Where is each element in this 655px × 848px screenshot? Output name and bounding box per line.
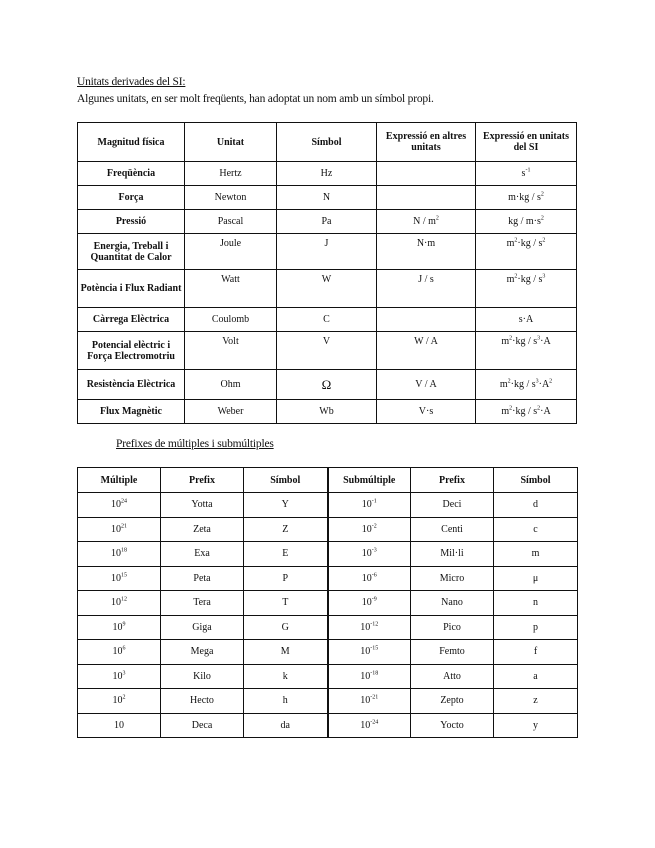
page-heading: Unitats derivades del SI: (77, 76, 186, 88)
multiple-cell: 10 (78, 713, 161, 738)
table-row (78, 542, 578, 567)
table-row (78, 591, 578, 616)
other-units-cell (377, 162, 476, 186)
prefix-header-row (78, 468, 578, 493)
submultiple-symbol-cell: p (494, 615, 578, 640)
magnitude-cell: Freqüència (78, 162, 185, 186)
table-row (78, 210, 577, 234)
multiple-symbol-cell: T (244, 591, 328, 616)
submultiple-symbol-cell: z (494, 689, 578, 714)
si-units-cell: $m\cdot kg / s^2$ (476, 186, 577, 210)
unit-cell: Ohm (185, 370, 277, 400)
header-unit: Unitat (185, 123, 277, 162)
derived-units-table (77, 122, 577, 424)
table-row (78, 234, 577, 270)
table-row (78, 162, 577, 186)
header-si-units: Expressió en unitats del SI (476, 123, 577, 162)
submultiple-cell: $10^{-2}$ (328, 517, 411, 542)
submultiple-prefix-cell: Nano (411, 591, 494, 616)
submultiple-symbol-cell: c (494, 517, 578, 542)
other-units-cell: W / A (377, 332, 476, 370)
unit-cell: Joule (185, 234, 277, 270)
table-row (78, 517, 578, 542)
multiple-cell: $10^{12}$ (78, 591, 161, 616)
si-units-cell: $m^2\cdot kg / s^2$ (476, 234, 577, 270)
table-row (78, 270, 577, 308)
table-row (78, 332, 577, 370)
table-row (78, 664, 578, 689)
header-other-units: Expressió en altres unitats (377, 123, 476, 162)
multiple-cell: $10^2$ (78, 689, 161, 714)
unit-cell: Weber (185, 400, 277, 424)
symbol-cell: Wb (277, 400, 377, 424)
si-units-cell: $s^{-1}$ (476, 162, 577, 186)
magnitude-cell: Potencial elèctric i Força Electromotriu (78, 332, 185, 370)
symbol-cell: Hz (277, 162, 377, 186)
submultiple-prefix-cell: Pico (411, 615, 494, 640)
multiple-prefix-cell: Giga (161, 615, 244, 640)
multiple-cell: $10^9$ (78, 615, 161, 640)
multiple-cell: $10^{18}$ (78, 542, 161, 567)
table-row (78, 308, 577, 332)
symbol-cell: Ω (277, 370, 377, 400)
intro-text: Algunes unitats, en ser molt freqüents, han adoptat un nom amb un símbol propi. (77, 93, 434, 105)
other-units-cell: N·m (377, 234, 476, 270)
submultiple-cell: $10^{-1}$ (328, 493, 411, 518)
submultiple-prefix-cell: Femto (411, 640, 494, 665)
prefixes-heading: Prefixes de múltiples i submúltiples (116, 438, 274, 450)
symbol-cell: N (277, 186, 377, 210)
magnitude-cell: Pressió (78, 210, 185, 234)
si-units-cell: $m^2\cdot kg / s^3\cdot A^2$ (476, 370, 577, 400)
multiple-prefix-cell: Peta (161, 566, 244, 591)
other-units-cell: V / A (377, 370, 476, 400)
multiple-cell: $10^{15}$ (78, 566, 161, 591)
multiple-symbol-cell: M (244, 640, 328, 665)
submultiple-cell: $10^{-3}$ (328, 542, 411, 567)
header-submultiple: Submúltiple (328, 468, 411, 493)
multiple-symbol-cell: E (244, 542, 328, 567)
unit-cell: Watt (185, 270, 277, 308)
prefixes-table (77, 467, 578, 738)
table-row (78, 615, 578, 640)
si-units-cell: $m^2\cdot kg / s^3$ (476, 270, 577, 308)
table-row (78, 400, 577, 424)
multiple-symbol-cell: Y (244, 493, 328, 518)
symbol-cell: J (277, 234, 377, 270)
multiple-symbol-cell: Z (244, 517, 328, 542)
submultiple-prefix-cell: Yocto (411, 713, 494, 738)
header-symbol: Símbol (244, 468, 328, 493)
si-units-cell: $m^2\cdot kg / s^3\cdot A$ (476, 332, 577, 370)
table-row (78, 186, 577, 210)
magnitude-cell: Energia, Treball i Quantitat de Calor (78, 234, 185, 270)
header-symbol: Símbol (494, 468, 578, 493)
submultiple-cell: $10^{-21}$ (328, 689, 411, 714)
multiple-cell: $10^6$ (78, 640, 161, 665)
table-row (78, 493, 578, 518)
submultiple-prefix-cell: Centi (411, 517, 494, 542)
submultiple-cell: $10^{-15}$ (328, 640, 411, 665)
submultiple-symbol-cell: y (494, 713, 578, 738)
header-magnitude: Magnitud física (78, 123, 185, 162)
submultiple-symbol-cell: a (494, 664, 578, 689)
multiple-prefix-cell: Exa (161, 542, 244, 567)
header-symbol: Símbol (277, 123, 377, 162)
multiple-prefix-cell: Deca (161, 713, 244, 738)
submultiple-cell: $10^{-12}$ (328, 615, 411, 640)
submultiple-symbol-cell: n (494, 591, 578, 616)
table-row (78, 370, 577, 400)
magnitude-cell: Resistència Elèctrica (78, 370, 185, 400)
magnitude-cell: Potència i Flux Radiant (78, 270, 185, 308)
submultiple-symbol-cell: d (494, 493, 578, 518)
units-header-row (78, 123, 577, 162)
multiple-cell: $10^{24}$ (78, 493, 161, 518)
multiple-cell: $10^3$ (78, 664, 161, 689)
symbol-cell: C (277, 308, 377, 332)
multiple-symbol-cell: k (244, 664, 328, 689)
multiple-prefix-cell: Tera (161, 591, 244, 616)
submultiple-prefix-cell: Zepto (411, 689, 494, 714)
submultiple-symbol-cell: f (494, 640, 578, 665)
submultiple-cell: $10^{-18}$ (328, 664, 411, 689)
table-row (78, 689, 578, 714)
table-row (78, 713, 578, 738)
submultiple-cell: $10^{-6}$ (328, 566, 411, 591)
other-units-cell (377, 308, 476, 332)
submultiple-prefix-cell: Atto (411, 664, 494, 689)
multiple-prefix-cell: Hecto (161, 689, 244, 714)
symbol-cell: W (277, 270, 377, 308)
header-multiple: Múltiple (78, 468, 161, 493)
submultiple-symbol-cell: μ (494, 566, 578, 591)
other-units-cell: N / $m^2$ (377, 210, 476, 234)
unit-cell: Volt (185, 332, 277, 370)
si-units-cell: $m^2\cdot kg / s^2\cdot A$ (476, 400, 577, 424)
other-units-cell: V·s (377, 400, 476, 424)
unit-cell: Coulomb (185, 308, 277, 332)
magnitude-cell: Flux Magnètic (78, 400, 185, 424)
table-row (78, 566, 578, 591)
multiple-symbol-cell: da (244, 713, 328, 738)
multiple-prefix-cell: Mega (161, 640, 244, 665)
multiple-prefix-cell: Kilo (161, 664, 244, 689)
header-prefix: Prefix (161, 468, 244, 493)
unit-cell: Newton (185, 186, 277, 210)
multiple-symbol-cell: P (244, 566, 328, 591)
magnitude-cell: Càrrega Elèctrica (78, 308, 185, 332)
submultiple-prefix-cell: Mil·li (411, 542, 494, 567)
symbol-cell: Pa (277, 210, 377, 234)
multiple-cell: $10^{21}$ (78, 517, 161, 542)
submultiple-prefix-cell: Micro (411, 566, 494, 591)
multiple-symbol-cell: G (244, 615, 328, 640)
magnitude-cell: Força (78, 186, 185, 210)
submultiple-cell: $10^{-24}$ (328, 713, 411, 738)
multiple-symbol-cell: h (244, 689, 328, 714)
unit-cell: Pascal (185, 210, 277, 234)
header-prefix: Prefix (411, 468, 494, 493)
submultiple-cell: $10^{-9}$ (328, 591, 411, 616)
unit-cell: Hertz (185, 162, 277, 186)
other-units-cell: J / s (377, 270, 476, 308)
submultiple-prefix-cell: Deci (411, 493, 494, 518)
si-units-cell: s·A (476, 308, 577, 332)
si-units-cell: kg / $m\cdot s^2$ (476, 210, 577, 234)
multiple-prefix-cell: Yotta (161, 493, 244, 518)
table-row (78, 640, 578, 665)
submultiple-symbol-cell: m (494, 542, 578, 567)
multiple-prefix-cell: Zeta (161, 517, 244, 542)
symbol-cell: V (277, 332, 377, 370)
other-units-cell (377, 186, 476, 210)
